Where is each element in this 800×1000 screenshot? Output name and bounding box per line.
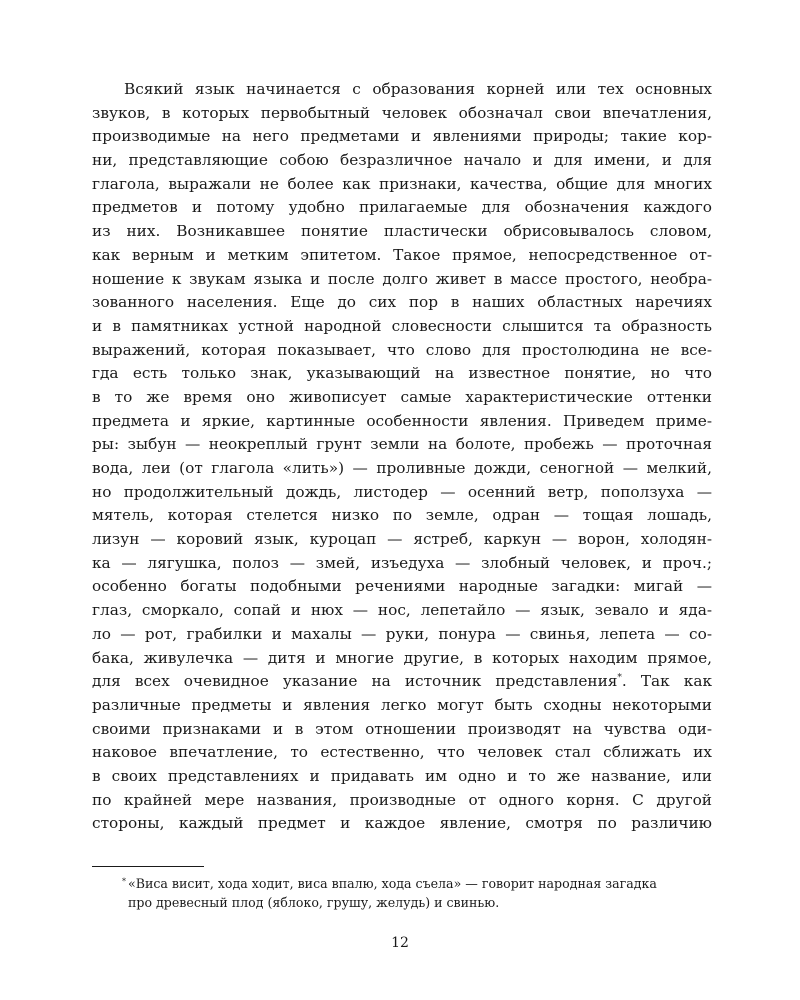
text-line: бака, живулечка — дитя и многие другие, в которых находим прямое, <box>92 648 712 667</box>
text-line: выражений, которая показывает, что слово для простолюдина не все- <box>92 340 712 359</box>
text-line: различные предметы и явления легко могут быть сходны некоторыми <box>92 695 712 714</box>
text-line: из них. Возникавшее понятие пластически обрисовывалось словом, <box>92 222 712 241</box>
text-line: стороны, каждый предмет и каждое явление, смотря по различию <box>92 814 712 833</box>
text-line: гда есть только знак, указывающий на известное понятие, но что <box>92 364 712 383</box>
text-line: и в памятниках устной народной словесности слышится та образность <box>92 316 712 335</box>
text-line: ни, представляющие собою безразличное начало и для имени, и для <box>92 151 712 170</box>
text-line: глаз, сморкало, сопай и нюх — нос, лепетайло — язык, зевало и ядa- <box>92 601 712 620</box>
footnote-text: «Виса висит, хода ходит, виса впалю, хода съела» — говорит народная загадка <box>128 876 657 891</box>
footnote-divider <box>92 866 204 867</box>
text-segment: . Так как <box>621 672 713 691</box>
text-line: ношение к звукам языка и после долго живет в массе простого, необра- <box>92 269 712 288</box>
text-line: глагола, выражали не более как признаки, качества, общие для многих <box>92 174 712 193</box>
text-line: по крайней мере названия, производные от одного корня. С другой <box>92 790 712 809</box>
text-line: предметов и потому удобно прилагаемые для обозначения каждого <box>92 198 712 217</box>
text-segment: для всех очевидное указание на источник представления <box>92 672 618 691</box>
text-line-with-footnote-ref <box>92 670 712 694</box>
text-line: ло — рот, грабилки и махалы — руки, понура — свинья, лепета — со- <box>92 624 712 643</box>
text-line: наковое впечатление, то естественно, что человек стал сближать их <box>92 743 712 762</box>
text-line: в то же время оно живописует самые характеристические оттенки <box>92 387 712 406</box>
text-line: производимые на него предметами и явлениями природы; такие кор- <box>92 127 712 146</box>
text-line: ры: зыбун — неокреплый грунт земли на болоте, пробежь — проточная <box>92 435 712 454</box>
footnote <box>122 874 712 912</box>
footnote-reference[interactable]: * <box>617 673 622 684</box>
page-number: 12 <box>391 935 409 951</box>
text-line: звуков, в которых первобытный человек обозначал свои впечатления, <box>92 103 712 122</box>
text-line: мятель, которая стелется низко по земле, одран — тощая лошадь, <box>92 506 712 525</box>
text-line: Всякий язык начинается с образования корней или тех основных <box>124 80 712 98</box>
text-line: вода, леи (от глагола «лить») — проливные дожди, сеногной — мелкий, <box>92 459 712 477</box>
footnote-line: про древесный плод (яблоко, грушу, желудь) и свинью. <box>128 895 500 910</box>
text-line: как верным и метким эпитетом. Такое прямое, непосредственное от- <box>92 245 712 264</box>
text-line: лизун — коровий язык, куроцап — ястреб, каркун — ворон, холодян- <box>92 530 712 549</box>
main-text <box>92 78 712 836</box>
text-line: зованного населения. Еще до сих пор в наших областных наречиях <box>92 293 712 312</box>
text-line: особенно богаты подобными речениями народные загадки: мигай — <box>92 577 712 596</box>
text-line: ка — лягушка, полоз — змей, изъедуха — злобный человек, и проч.; <box>92 553 712 572</box>
text-line: своими признаками и в этом отношении производят на чувства оди- <box>92 719 712 738</box>
text-line: но продолжительный дождь, листодер — осенний ветр, поползуха — <box>92 482 712 501</box>
text-line: предмета и яркие, картинные особенности явления. Приведем приме- <box>92 411 712 430</box>
footnote-line <box>122 874 712 893</box>
footnote-marker: * <box>122 877 126 886</box>
text-line: в своих представлениях и придавать им одно и то же название, или <box>92 766 712 785</box>
